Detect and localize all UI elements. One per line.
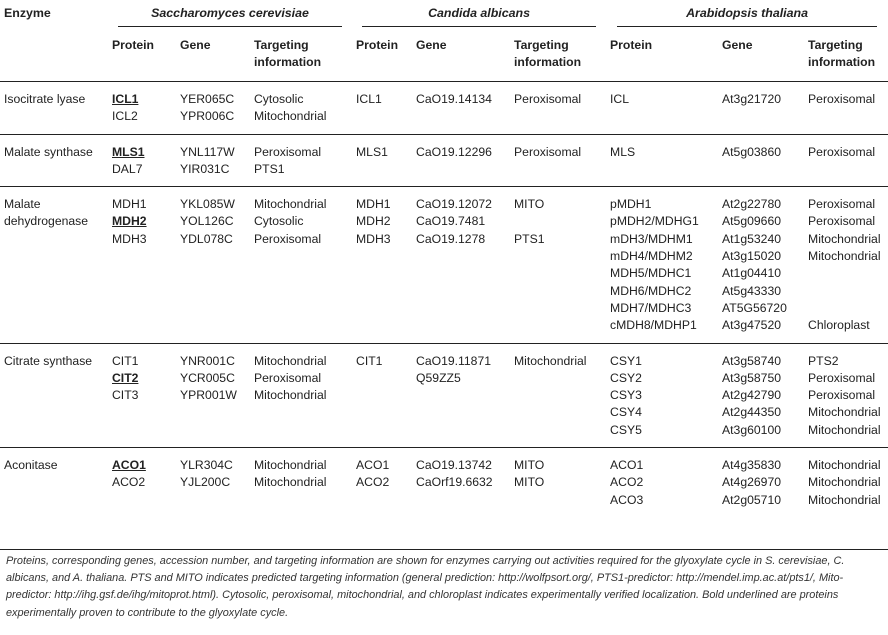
cell-value: Cytosolic	[254, 92, 304, 106]
cell-value: YNR001C	[180, 353, 235, 368]
cell-value: Peroxisomal	[808, 370, 876, 385]
cell-value: ICL	[610, 92, 630, 106]
sc-gene-cell	[176, 187, 250, 343]
cell-value: Mitochondrial	[808, 458, 881, 473]
cell-value: At3g58740	[722, 353, 782, 368]
header-species-sc	[108, 0, 352, 35]
ca-protein-cell	[352, 82, 412, 135]
header-ca-targeting: Targeting information	[514, 38, 582, 69]
cell-value: Mitochondrial	[808, 422, 881, 437]
glyoxylate-protein-name: ACO1	[112, 458, 146, 473]
cell-value: MITO	[514, 458, 545, 473]
cell-value: Peroxisomal	[254, 144, 322, 159]
cell-value: Peroxisomal	[514, 92, 582, 106]
at-gene-cell	[718, 82, 804, 135]
cell-value: YCR005C	[180, 370, 235, 385]
cell-value: Citrate synthase	[4, 353, 93, 368]
cell-value: At5g09660	[722, 214, 782, 229]
cell-value: At3g15020	[722, 249, 782, 264]
cell-value: Mitochondrial	[514, 353, 587, 368]
at-gene-cell	[718, 448, 804, 517]
cell-value: ICL1	[356, 92, 382, 106]
cell-value: dehydrogenase	[4, 214, 89, 229]
ca-targeting-cell	[510, 82, 606, 135]
cell-value: MDH3	[112, 231, 147, 246]
sc-gene-cell	[176, 134, 250, 187]
enzyme-cell	[0, 187, 108, 343]
cell-value: At2g05710	[722, 492, 782, 507]
at-targeting-cell	[804, 343, 888, 447]
cell-value: CSY5	[610, 422, 642, 437]
ca-protein-cell	[352, 448, 412, 517]
table-row	[0, 448, 888, 517]
cell-value: Peroxisomal	[808, 197, 876, 212]
cell-value: MLS	[610, 144, 636, 159]
cell-value: YLR304C	[180, 458, 233, 473]
cell-value: CIT1	[112, 353, 139, 368]
cell-value: MDH7/MDHC3	[610, 300, 692, 315]
cell-value	[808, 283, 888, 300]
sc-gene-cell	[176, 343, 250, 447]
cell-value	[808, 265, 888, 282]
table-row	[0, 343, 888, 447]
cell-value: At4g35830	[722, 458, 782, 473]
at-targeting-cell	[804, 187, 888, 343]
header-species-ca	[352, 0, 606, 35]
cell-value: Aconitase	[4, 458, 58, 473]
cell-value: YIR031C	[180, 161, 230, 176]
cell-value: At3g21720	[722, 92, 782, 106]
cell-value	[514, 213, 606, 230]
cell-value: Chloroplast	[808, 318, 870, 333]
header-at-gene: Gene	[722, 38, 753, 52]
cell-value: MITO	[514, 197, 545, 212]
table-body	[0, 82, 888, 517]
header-row-columns	[0, 35, 888, 82]
cell-value: Peroxisomal	[254, 370, 322, 385]
cell-value	[808, 300, 888, 317]
cell-value: Peroxisomal	[808, 388, 876, 403]
cell-value: Mitochondrial	[254, 109, 327, 124]
at-protein-cell	[606, 134, 718, 187]
ca-protein-cell	[352, 343, 412, 447]
ca-targeting-cell	[510, 448, 606, 517]
ca-targeting-cell	[510, 187, 606, 343]
header-species-at	[606, 0, 888, 35]
cell-value: AT5G56720	[722, 300, 787, 315]
cell-value: MLS1	[356, 144, 388, 159]
header-at-protein: Protein	[610, 38, 653, 52]
cell-value: At4g26970	[722, 475, 782, 490]
header-ca-protein: Protein	[356, 38, 399, 52]
cell-value: MDH1	[112, 197, 147, 212]
at-protein-cell	[606, 343, 718, 447]
cell-value: At3g58750	[722, 370, 782, 385]
cell-value: At3g47520	[722, 318, 782, 333]
table-row	[0, 82, 888, 135]
cell-value: Mitochondrial	[254, 475, 327, 490]
header-enzyme: Enzyme	[4, 6, 51, 20]
cell-value: Mitochondrial	[808, 475, 881, 490]
cell-value: CaO19.11871	[416, 353, 492, 368]
ca-targeting-cell	[510, 343, 606, 447]
species-underline-at	[617, 26, 876, 27]
cell-value: CaO19.12072	[416, 197, 492, 212]
cell-value: CaO19.14134	[416, 92, 492, 106]
header-at-targeting: Targeting information	[808, 38, 876, 69]
cell-value: At2g22780	[722, 197, 782, 212]
ca-gene-cell	[412, 187, 510, 343]
cell-value: CSY1	[610, 353, 642, 368]
cell-value: Peroxisomal	[808, 214, 876, 229]
cell-value: YPR001W	[180, 388, 237, 403]
cell-value: Isocitrate lyase	[4, 92, 86, 106]
cell-value: CSY2	[610, 370, 642, 385]
cell-value: Mitochondrial	[254, 197, 327, 212]
sc-protein-cell	[108, 448, 176, 517]
cell-value: PTS1	[254, 161, 285, 176]
table-row	[0, 134, 888, 187]
enzyme-cell	[0, 343, 108, 447]
sc-protein-cell	[108, 82, 176, 135]
cell-value: YOL126C	[180, 214, 234, 229]
at-targeting-cell	[804, 448, 888, 517]
cell-value: Cytosolic	[254, 214, 304, 229]
sc-protein-cell	[108, 187, 176, 343]
at-protein-cell	[606, 82, 718, 135]
sc-targeting-cell	[250, 134, 352, 187]
cell-value: mDH3/MDHM1	[610, 231, 693, 246]
cell-value: At5g03860	[722, 144, 782, 159]
cell-value: ICL2	[112, 109, 138, 124]
cell-value: pMDH2/MDHG1	[610, 214, 699, 229]
cell-value: YJL200C	[180, 475, 231, 490]
cell-value: pMDH1	[610, 197, 652, 212]
cell-value: ACO3	[610, 492, 644, 507]
cell-value: Peroxisomal	[808, 92, 876, 106]
sc-targeting-cell	[250, 187, 352, 343]
at-targeting-cell	[804, 134, 888, 187]
sc-gene-cell	[176, 448, 250, 517]
cell-value: MITO	[514, 475, 545, 490]
enzyme-cell	[0, 448, 108, 517]
cell-value: YNL117W	[180, 144, 235, 159]
caption-rule	[0, 549, 888, 550]
ca-gene-cell	[412, 343, 510, 447]
cell-value: Mitochondrial	[254, 353, 327, 368]
cell-value: Malate	[4, 197, 41, 212]
at-protein-cell	[606, 187, 718, 343]
cell-value: ACO1	[610, 458, 644, 473]
cell-value: YPR006C	[180, 109, 235, 124]
cell-value: MDH3	[356, 231, 391, 246]
cell-value: At2g42790	[722, 388, 782, 403]
cell-value: PTS2	[808, 353, 839, 368]
cell-value: YDL078C	[180, 231, 233, 246]
cell-value: At2g44350	[722, 405, 782, 420]
at-gene-cell	[718, 134, 804, 187]
cell-value: CaO19.12296	[416, 144, 492, 159]
at-gene-cell	[718, 187, 804, 343]
ca-gene-cell	[412, 82, 510, 135]
species-name-ca: Candida albicans	[428, 6, 530, 20]
cell-value: Mitochondrial	[808, 249, 881, 264]
cell-value: ACO2	[112, 475, 146, 490]
at-protein-cell	[606, 448, 718, 517]
cell-value: At1g04410	[722, 266, 782, 281]
cell-value: ACO2	[610, 475, 644, 490]
sc-targeting-cell	[250, 448, 352, 517]
cell-value: MDH2	[356, 214, 391, 229]
cell-value: Mitochondrial	[808, 231, 881, 246]
at-gene-cell	[718, 343, 804, 447]
header-blank	[0, 35, 108, 82]
cell-value: Mitochondrial	[254, 458, 327, 473]
sc-targeting-cell	[250, 82, 352, 135]
cell-value: ACO2	[356, 475, 390, 490]
species-name-sc: Saccharomyces cerevisiae	[151, 6, 309, 20]
ca-gene-cell	[412, 448, 510, 517]
cell-value: At5g43330	[722, 283, 782, 298]
cell-value: PTS1	[514, 231, 545, 246]
header-ca-gene: Gene	[416, 38, 447, 52]
cell-value: DAL7	[112, 161, 143, 176]
cell-value: cMDH8/MDHP1	[610, 318, 697, 333]
glyoxylate-protein-name: CIT2	[112, 370, 139, 385]
cell-value: Peroxisomal	[514, 144, 582, 159]
sc-protein-cell	[108, 134, 176, 187]
ca-protein-cell	[352, 187, 412, 343]
cell-value: Peroxisomal	[254, 231, 322, 246]
at-targeting-cell	[804, 82, 888, 135]
cell-value: At1g53240	[722, 231, 782, 246]
sc-targeting-cell	[250, 343, 352, 447]
table-row	[0, 187, 888, 343]
cell-value: CaO19.7481	[416, 214, 486, 229]
cell-value: MDH6/MDHC2	[610, 283, 692, 298]
cell-value: mDH4/MDHM2	[610, 249, 693, 264]
ca-gene-cell	[412, 134, 510, 187]
glyoxylate-protein-name: MLS1	[112, 144, 145, 159]
table-caption: Proteins, corresponding genes, accession number, and targeting information are shown for enzymes carrying out activities required for the glyoxylate cycle in S. cerevisiae, C. albicans, and A. thaliana. PTS and MITO indicates predicted targeting information (general prediction: http://wolfpsort.org/, PTS1-predictor: http://mendel.imp.ac.at/pts1/, Mito-predictor: http://ihg.gsf.de/ihg/mitoprot.html). Cytosolic, peroxisomal, mitochondrial, and chloroplast indicates experimentally verified localization. Bold underlined are proteins experimentally proven to contribute to the glyoxylate cycle.	[6, 555, 845, 619]
header-sc-protein: Protein	[112, 38, 154, 52]
species-underline-sc	[118, 26, 343, 27]
cell-value: CIT3	[112, 388, 139, 403]
cell-value: At3g60100	[722, 422, 782, 437]
ca-targeting-cell	[510, 134, 606, 187]
cell-value: Mitochondrial	[808, 405, 881, 420]
cell-value: Q59ZZ5	[416, 370, 461, 385]
cell-value: YER065C	[180, 92, 235, 106]
cell-value: Mitochondrial	[808, 492, 881, 507]
cell-value: Malate synthase	[4, 144, 93, 159]
cell-value: YKL085W	[180, 197, 235, 212]
sc-gene-cell	[176, 82, 250, 135]
cell-value: CaOrf19.6632	[416, 475, 493, 490]
species-name-at: Arabidopsis thaliana	[686, 6, 808, 20]
cell-value: CaO19.13742	[416, 458, 492, 473]
cell-value: CaO19.1278	[416, 231, 486, 246]
cell-value: CSY4	[610, 405, 642, 420]
species-underline-ca	[362, 26, 596, 27]
cell-value: CIT1	[356, 353, 383, 368]
cell-value: MDH5/MDHC1	[610, 266, 692, 281]
cell-value: ACO1	[356, 458, 390, 473]
ca-protein-cell	[352, 134, 412, 187]
header-row-species	[0, 0, 888, 35]
cell-value: Peroxisomal	[808, 144, 876, 159]
cell-value: MDH1	[356, 197, 391, 212]
enzyme-cell	[0, 134, 108, 187]
glyoxylate-protein-name: ICL1	[112, 92, 139, 106]
cell-value: CSY3	[610, 388, 642, 403]
sc-protein-cell	[108, 343, 176, 447]
enzyme-cell	[0, 82, 108, 135]
cell-value: Mitochondrial	[254, 388, 327, 403]
glyoxylate-protein-name: MDH2	[112, 214, 147, 229]
header-sc-targeting: Targeting information	[254, 38, 322, 69]
header-sc-gene: Gene	[180, 38, 211, 52]
